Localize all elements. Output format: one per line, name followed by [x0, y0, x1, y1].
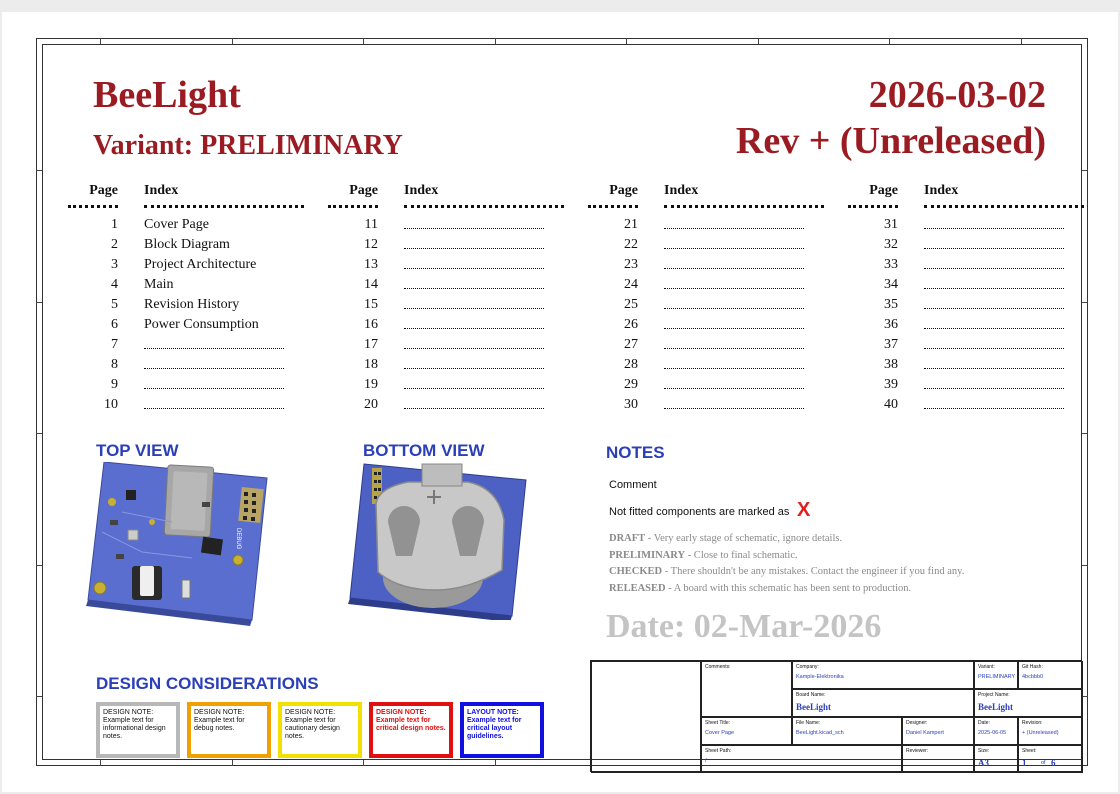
design-note-text: Example text for critical design notes. — [376, 717, 446, 733]
index-row — [848, 375, 1108, 395]
design-note-box — [187, 702, 271, 758]
frame-tick — [1082, 433, 1088, 434]
legend-key: CHECKED — [609, 566, 663, 577]
empty-entry-leader — [924, 408, 1064, 409]
empty-entry-leader — [664, 288, 804, 289]
index-column-header: Index — [144, 183, 179, 198]
empty-entry-leader — [924, 328, 1064, 329]
date-watermark: Date: 02-Mar-2026 — [606, 608, 882, 645]
index-row — [848, 315, 1108, 335]
page-number: 20 — [364, 397, 378, 412]
frame-tick — [495, 760, 496, 766]
page-number: 31 — [884, 217, 898, 232]
page-number: 26 — [624, 317, 638, 332]
variant-label: Variant: PRELIMINARY — [93, 130, 403, 161]
design-note-heading: LAYOUT NOTE: — [467, 709, 519, 716]
top-view-render — [82, 462, 282, 632]
page-number: 18 — [364, 357, 378, 372]
index-row — [588, 315, 848, 335]
empty-entry-leader — [404, 408, 544, 409]
page-number: 15 — [364, 297, 378, 312]
empty-entry-leader — [924, 248, 1064, 249]
index-row — [848, 255, 1108, 275]
page-number: 3 — [111, 257, 118, 272]
empty-entry-leader — [404, 248, 544, 249]
page-number: 35 — [884, 297, 898, 312]
page-number: 36 — [884, 317, 898, 332]
page-column-header: Page — [609, 183, 638, 198]
frame-tick — [363, 38, 364, 44]
index-row — [328, 315, 588, 335]
tb-reviewer: Reviewer: — [902, 745, 974, 773]
design-note-box — [278, 702, 362, 758]
page-number: 29 — [624, 377, 638, 392]
empty-entry-leader — [664, 228, 804, 229]
empty-entry-leader — [924, 368, 1064, 369]
empty-entry-leader — [664, 368, 804, 369]
frame-tick — [232, 38, 233, 44]
index-header — [68, 183, 328, 201]
schematic-sheet — [2, 12, 1118, 792]
frame-tick — [495, 38, 496, 44]
header-divider — [328, 201, 588, 215]
empty-entry-leader — [924, 288, 1064, 289]
frame-tick — [36, 696, 42, 697]
frame-tick — [1082, 170, 1088, 171]
page-title[interactable]: Main — [144, 277, 174, 292]
index-row — [68, 295, 328, 315]
page-number: 6 — [111, 317, 118, 332]
title-block — [590, 660, 1082, 772]
tb-variant: Variant: PRELIMINARY — [974, 661, 1018, 689]
debug-silk-label: DEBUG — [235, 528, 241, 550]
legend-key: RELEASED — [609, 583, 666, 594]
tb-sheet-title: Sheet Title: Cover Page — [701, 717, 792, 745]
page-column-header: Page — [349, 183, 378, 198]
tb-project-name: Project Name: BeeLight — [974, 689, 1083, 717]
index-row — [588, 375, 848, 395]
page-column-header: Page — [869, 183, 898, 198]
header-divider — [588, 201, 848, 215]
empty-entry-leader — [664, 308, 804, 309]
frame-tick — [363, 760, 364, 766]
page-number: 32 — [884, 237, 898, 252]
index-row — [848, 355, 1108, 375]
index-row — [588, 355, 848, 375]
index-row — [328, 395, 588, 415]
legend-key: DRAFT — [609, 533, 646, 544]
page-number: 17 — [364, 337, 378, 352]
index-row — [328, 275, 588, 295]
page-title[interactable]: Project Architecture — [144, 257, 257, 272]
empty-entry-leader — [924, 348, 1064, 349]
index-row — [588, 275, 848, 295]
index-row — [68, 315, 328, 335]
legend-item — [609, 583, 911, 594]
index-row — [328, 255, 588, 275]
not-fitted-note: Not fitted components are marked as — [609, 506, 790, 518]
frame-tick — [36, 170, 42, 171]
page-number: 22 — [624, 237, 638, 252]
header-divider — [848, 201, 1108, 215]
page-number: 40 — [884, 397, 898, 412]
page-number: 28 — [624, 357, 638, 372]
frame-tick — [36, 302, 42, 303]
empty-entry-leader — [404, 228, 544, 229]
page-number: 30 — [624, 397, 638, 412]
legend-text: - There shouldn't be any mistakes. Contact the engineer if you find any. — [662, 566, 965, 577]
index-row — [588, 335, 848, 355]
index-row — [848, 275, 1108, 295]
empty-entry-leader — [404, 288, 544, 289]
notes-comment: Comment — [609, 479, 657, 491]
page-number: 13 — [364, 257, 378, 272]
page-number: 2 — [111, 237, 118, 252]
empty-entry-leader — [144, 408, 284, 409]
page-number: 12 — [364, 237, 378, 252]
page-number: 25 — [624, 297, 638, 312]
frame-tick — [100, 38, 101, 44]
tb-comments: Comments: — [701, 661, 792, 717]
page-number: 14 — [364, 277, 378, 292]
empty-entry-leader — [924, 308, 1064, 309]
index-row — [328, 215, 588, 235]
empty-entry-leader — [664, 348, 804, 349]
empty-entry-leader — [144, 348, 284, 349]
frame-tick — [100, 760, 101, 766]
index-row — [848, 335, 1108, 355]
tb-sheet-path: Sheet Path: / — [701, 745, 902, 773]
index-row — [588, 235, 848, 255]
page-number: 4 — [111, 277, 118, 292]
empty-entry-leader — [404, 328, 544, 329]
page-number: 16 — [364, 317, 378, 332]
index-row — [68, 355, 328, 375]
index-row — [68, 215, 328, 235]
index-row — [328, 235, 588, 255]
index-row — [588, 295, 848, 315]
design-note-text: Example text for critical layout guidelines. — [467, 717, 522, 741]
page-number: 8 — [111, 357, 118, 372]
page-title[interactable]: Cover Page — [144, 217, 209, 232]
index-row — [848, 295, 1108, 315]
index-header — [848, 183, 1108, 201]
page-title[interactable]: Power Consumption — [144, 317, 259, 332]
index-header — [588, 183, 848, 201]
page-column-header: Page — [89, 183, 118, 198]
empty-entry-leader — [404, 308, 544, 309]
frame-tick — [36, 433, 42, 434]
empty-entry-leader — [924, 228, 1064, 229]
empty-entry-leader — [404, 388, 544, 389]
tb-designer: Designer: Daniel Kampert — [902, 717, 974, 745]
design-note-text: Example text for debug notes. — [194, 717, 245, 733]
index-row — [68, 375, 328, 395]
bottom-view-render — [348, 460, 528, 620]
legend-key: PRELIMINARY — [609, 550, 686, 561]
empty-entry-leader — [664, 268, 804, 269]
page-number: 9 — [111, 377, 118, 392]
empty-entry-leader — [664, 248, 804, 249]
index-row — [68, 235, 328, 255]
revision-label: Rev + (Unreleased) — [735, 120, 1046, 162]
legend-item — [609, 533, 842, 544]
index-row — [68, 255, 328, 275]
page-number: 34 — [884, 277, 898, 292]
empty-entry-leader — [664, 388, 804, 389]
index-row — [328, 335, 588, 355]
top-view-title: TOP VIEW — [96, 441, 179, 460]
page-number: 5 — [111, 297, 118, 312]
index-row — [328, 295, 588, 315]
empty-entry-leader — [144, 388, 284, 389]
tb-git-hash: Git Hash: 4bcbbb0 — [1018, 661, 1083, 689]
index-row — [68, 395, 328, 415]
frame-tick — [1082, 565, 1088, 566]
design-note-heading: DESIGN NOTE: — [376, 709, 427, 716]
not-fitted-x-icon: X — [797, 499, 811, 521]
index-row — [848, 215, 1108, 235]
index-row — [328, 355, 588, 375]
tb-date: Date: 2025-06-05 — [974, 717, 1018, 745]
index-column-header: Index — [924, 183, 959, 198]
empty-entry-leader — [144, 368, 284, 369]
title-block-logo-area — [591, 661, 701, 773]
legend-item — [609, 550, 798, 561]
frame-tick — [1021, 38, 1022, 44]
empty-entry-leader — [924, 388, 1064, 389]
index-row — [68, 275, 328, 295]
empty-entry-leader — [404, 348, 544, 349]
frame-tick — [758, 38, 759, 44]
empty-entry-leader — [924, 268, 1064, 269]
index-column-header: Index — [404, 183, 439, 198]
tb-sheet-number: Sheet: 1 of 6 — [1018, 745, 1083, 773]
empty-entry-leader — [404, 268, 544, 269]
tb-size: Size: A3 — [974, 745, 1018, 773]
legend-text: - A board with this schematic has been sent to production. — [665, 583, 912, 594]
empty-entry-leader — [404, 368, 544, 369]
design-considerations-title: DESIGN CONSIDERATIONS — [96, 674, 319, 693]
bottom-view-title: BOTTOM VIEW — [363, 441, 485, 460]
page-number: 21 — [624, 217, 638, 232]
page-number: 38 — [884, 357, 898, 372]
design-note-box — [460, 702, 544, 758]
legend-text: - Very early stage of schematic, ignore details. — [645, 533, 843, 544]
page-number: 33 — [884, 257, 898, 272]
legend-item — [609, 566, 964, 577]
design-note-text: Example text for informational design notes. — [103, 717, 166, 741]
index-column-header: Index — [664, 183, 699, 198]
tb-company: Company: Kample-Elektronika — [792, 661, 974, 689]
page-number: 11 — [364, 217, 378, 232]
index-row — [848, 395, 1108, 415]
page-title[interactable]: Revision History — [144, 297, 240, 312]
notes-title: NOTES — [606, 443, 665, 462]
frame-tick — [36, 565, 42, 566]
sheet-date: 2026-03-02 — [868, 74, 1046, 116]
index-row — [588, 395, 848, 415]
design-note-heading: DESIGN NOTE: — [194, 709, 245, 716]
index-row — [328, 375, 588, 395]
page-number: 27 — [624, 337, 638, 352]
index-column — [68, 183, 328, 415]
page-number: 24 — [624, 277, 638, 292]
frame-tick — [232, 760, 233, 766]
tb-revision: Revision: + (Unreleased) — [1018, 717, 1083, 745]
index-row — [848, 235, 1108, 255]
page-number: 19 — [364, 377, 378, 392]
index-row — [68, 335, 328, 355]
page-number: 23 — [624, 257, 638, 272]
frame-tick — [889, 38, 890, 44]
index-column — [848, 183, 1108, 415]
design-note-box — [369, 702, 453, 758]
page-number: 39 — [884, 377, 898, 392]
index-row — [588, 215, 848, 235]
page-title[interactable]: Block Diagram — [144, 237, 230, 252]
page-number: 7 — [111, 337, 118, 352]
design-note-heading: DESIGN NOTE: — [285, 709, 336, 716]
empty-entry-leader — [664, 408, 804, 409]
tb-file-name: File Name: BeeLight.kicad_sch — [792, 717, 902, 745]
index-row — [588, 255, 848, 275]
tb-board-name: Board Name: BeeLight — [792, 689, 974, 717]
design-note-text: Example text for cautionary design notes. — [285, 717, 340, 741]
page-number: 37 — [884, 337, 898, 352]
page-number: 1 — [111, 217, 118, 232]
design-note-box — [96, 702, 180, 758]
legend-text: - Close to final schematic. — [685, 550, 798, 561]
frame-tick — [626, 38, 627, 44]
index-column — [328, 183, 588, 415]
design-note-heading: DESIGN NOTE: — [103, 709, 154, 716]
empty-entry-leader — [664, 328, 804, 329]
header-divider — [68, 201, 328, 215]
index-header — [328, 183, 588, 201]
index-column — [588, 183, 848, 415]
project-title: BeeLight — [93, 74, 241, 116]
page-number: 10 — [104, 397, 118, 412]
